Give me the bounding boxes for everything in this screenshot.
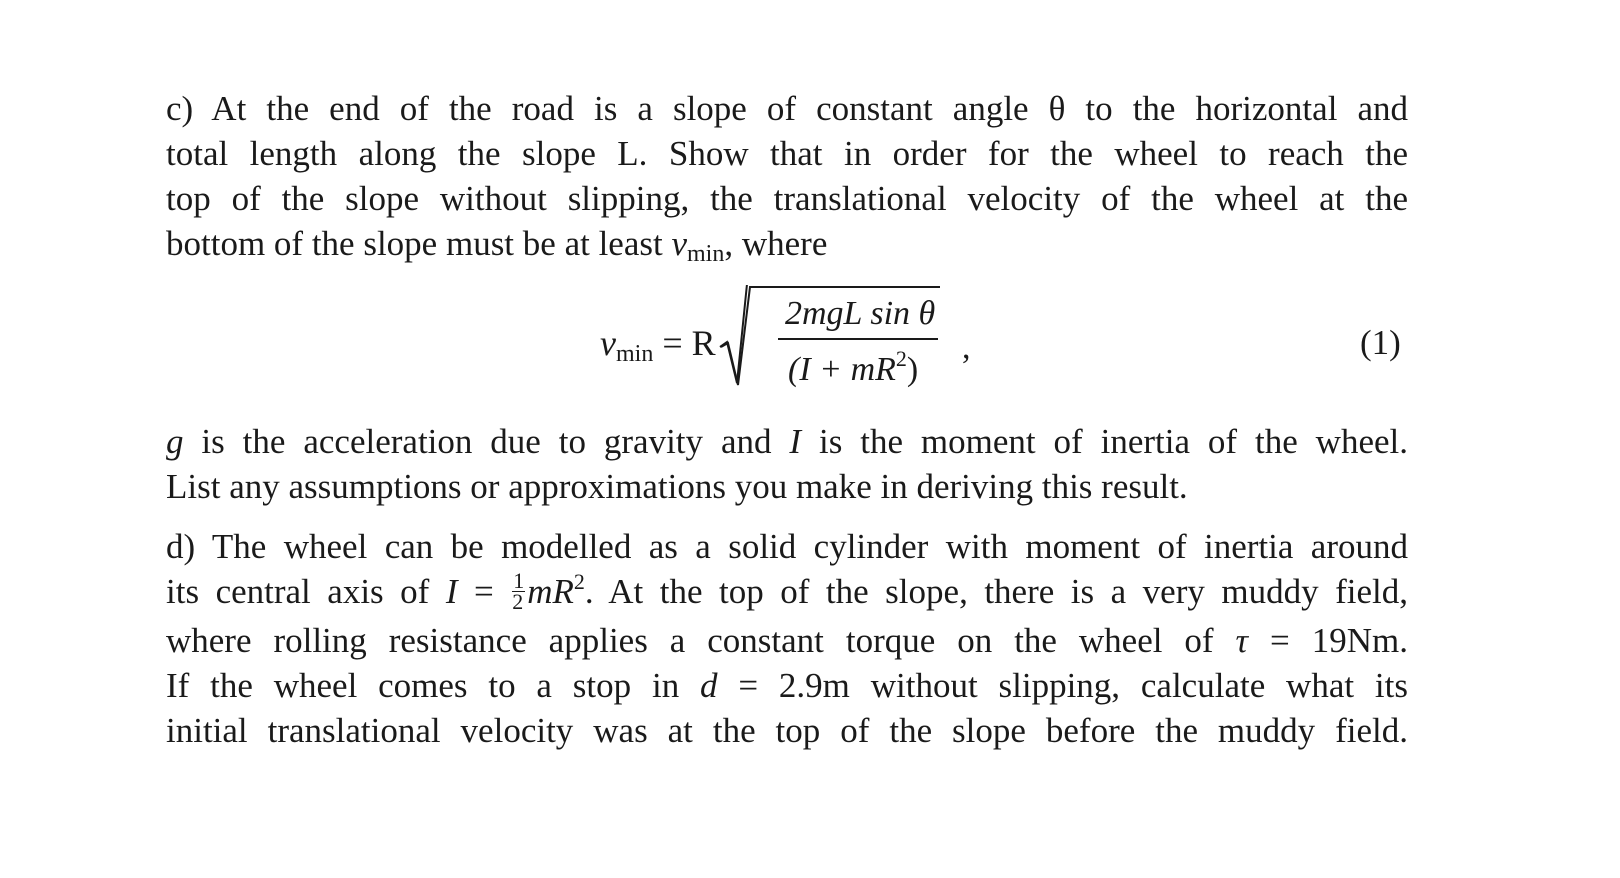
I-symbol: I (789, 422, 802, 461)
equals-sign: = (457, 572, 511, 611)
assumptions-line: List any assumptions or approximations you make in deriving this result. (166, 467, 1188, 506)
denominator-exponent: 2 (895, 346, 907, 371)
I-symbol: I (445, 572, 458, 611)
part-d-paragraph (166, 524, 1408, 753)
part-d-line-2-text: its central axis of (166, 572, 446, 611)
part-c-line-4-end: , where (724, 224, 828, 263)
part-d-line-2-end: . At the top of the slope, there is a very muddy field, (584, 572, 1408, 611)
mR-symbol: mR (527, 572, 574, 611)
fraction-numerator: 1 (513, 568, 525, 594)
equation-body (600, 285, 980, 405)
part-d-line-4 (166, 663, 1408, 708)
equation-equals-r: = R (653, 323, 716, 363)
part-c-line-4-text: bottom of the slope must be at least (166, 224, 672, 263)
part-d-line-5: initial translational velocity was at the top of the slope before the muddy field. (166, 711, 1408, 750)
fraction-denominator: 2 (512, 589, 524, 615)
part-c-paragraph (166, 86, 1408, 271)
equation-number: (1) (1360, 323, 1401, 362)
part-d-line-3-text: where rolling resistance applies a constant torque on the wheel of (166, 621, 1236, 660)
numerator-text: 2mgL sin θ (785, 295, 936, 332)
denominator-text: (I + mR (788, 351, 896, 388)
distance-value: = 2.9m without slipping, calculate what its (717, 666, 1408, 705)
inertia-text: is the moment of inertia of the wheel. (801, 422, 1408, 461)
equation-numerator (785, 295, 935, 333)
part-c-line-3: top of the slope without slipping, the translational velocity of the wheel at the (166, 179, 1408, 218)
torque-value: = 19Nm. (1248, 621, 1408, 660)
tau-symbol: τ (1235, 621, 1249, 660)
part-d-line-3 (166, 618, 1408, 663)
part-c-line-2: total length along the slope L. Show that in order for the wheel to reach the (166, 134, 1408, 173)
v-min-symbol: v (671, 224, 688, 263)
mR-exponent: 2 (573, 569, 585, 594)
d-symbol: d (700, 666, 718, 705)
v-min-subscript: min (687, 241, 725, 267)
denominator-close: ) (906, 351, 919, 388)
equation-comma: , (962, 329, 971, 366)
part-c-line-1: c) At the end of the road is a slope of constant angle θ to the horizontal and (166, 89, 1408, 128)
gravity-text: is the acceleration due to gravity and (183, 422, 790, 461)
part-c-line-4 (166, 221, 1408, 271)
part-c-continuation (166, 419, 1408, 509)
equation-1 (0, 285, 1620, 405)
part-d-line-2 (166, 569, 1408, 618)
equation-v: v (600, 323, 616, 363)
equation-denominator (788, 346, 919, 389)
g-symbol: g (166, 422, 184, 461)
part-d-line-4-text: If the wheel comes to a stop in (166, 666, 701, 705)
equation-v-subscript: min (615, 341, 654, 367)
one-half-fraction (512, 568, 525, 615)
part-d-line-1: d) The wheel can be modelled as a solid cylinder with moment of inertia around (166, 527, 1408, 566)
gravity-line (166, 419, 1408, 464)
